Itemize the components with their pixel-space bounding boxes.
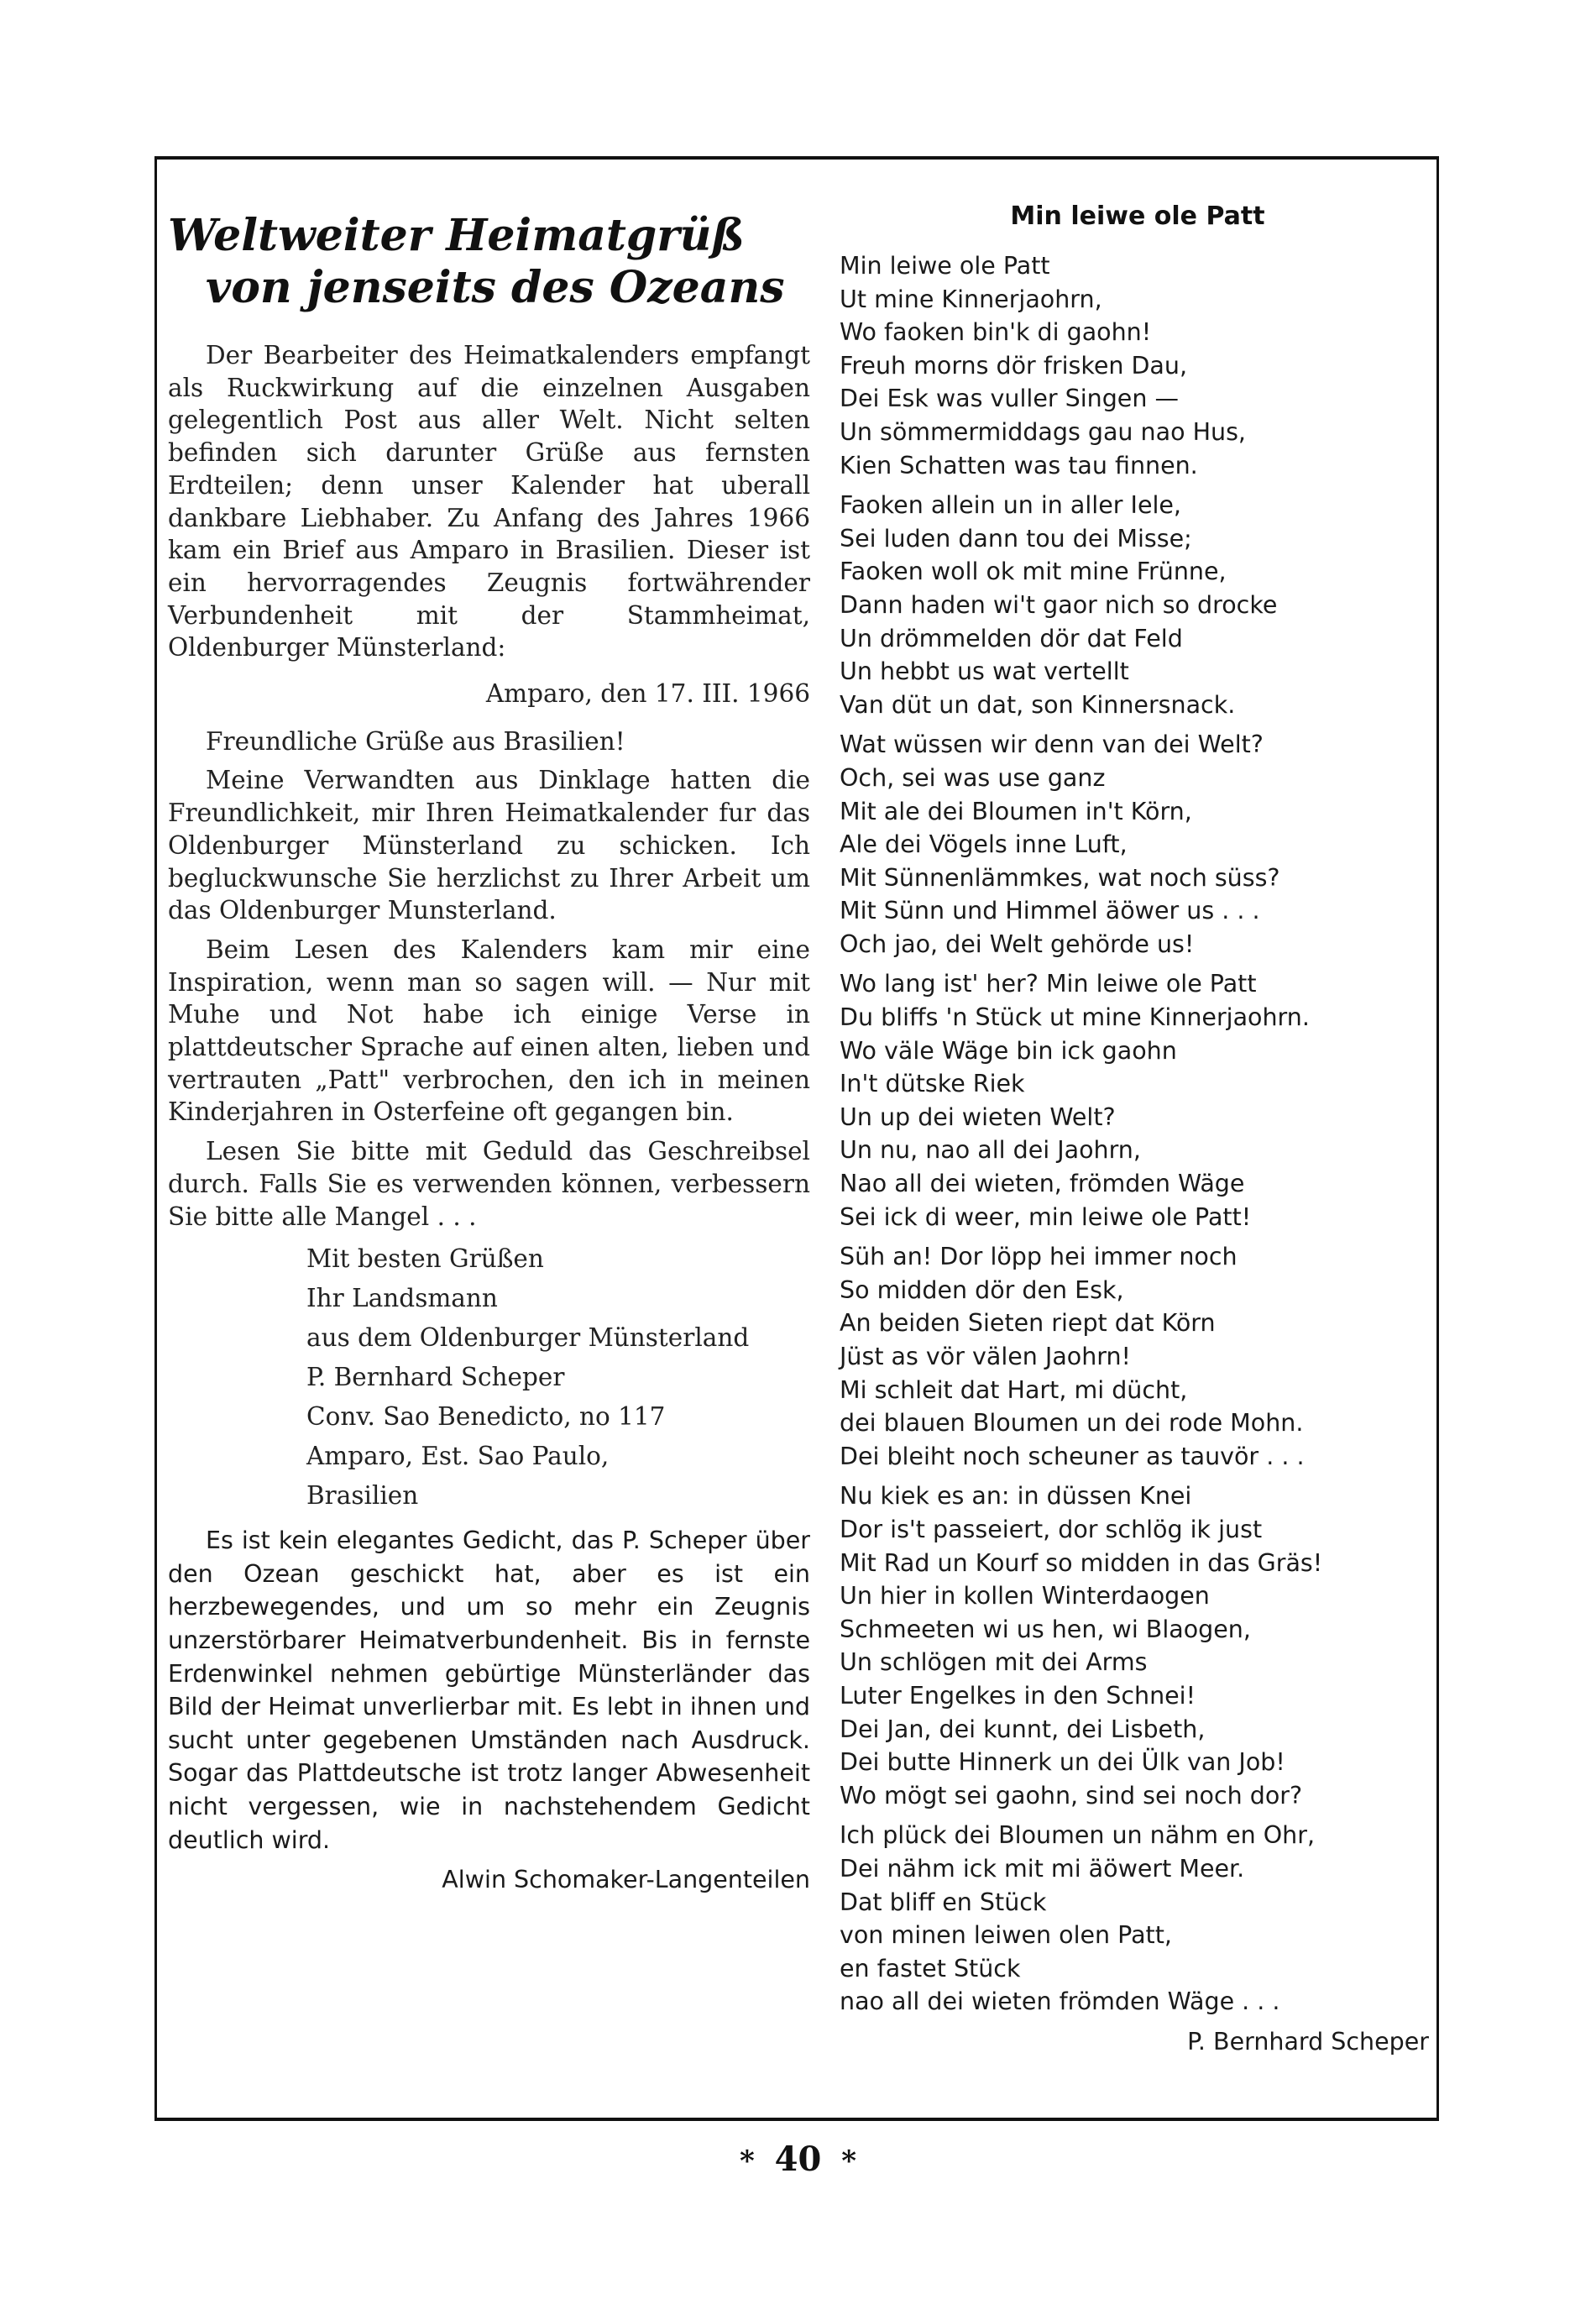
poem-stanza (840, 1240, 1436, 1473)
letter-paragraph-2: Beim Lesen des Kalenders kam mir eine Inspiration, wenn man so sagen will. — Nur mit Muhe und Not habe ich einige Verse in plattdeutscher Sprache auf einen alten, lieben und vertrauten „Patt" verbrochen, den ich in meinen Kinderjahren in Osterfeine oft gegangen bin. (168, 935, 810, 1127)
headline-line-2: von jenseits des Ozeans (206, 262, 785, 313)
poem-line: en fastet Stück (840, 1954, 1021, 1982)
poem-line: Dann haden wi't gaor nich so drocke (840, 590, 1278, 619)
poem-line: Dei bleiht noch scheuner as tauvör . . . (840, 1442, 1305, 1470)
poem-line: Un up dei wieten Welt? (840, 1102, 1116, 1131)
signature-line: P. Bernhard Scheper (306, 1363, 565, 1392)
poem-line: Dei Esk was vuller Singen — (840, 385, 1179, 413)
poem-title: Min leiwe ole Patt (1010, 202, 1265, 231)
poem-line: Du bliffs 'n Stück ut mine Kinnerjaohrn. (840, 1003, 1310, 1032)
signature-line: aus dem Oldenburger Münsterland (306, 1323, 750, 1353)
poem-line: Sei luden dann tou dei Misse; (840, 524, 1192, 553)
closing-paragraph: Es ist kein elegantes Gedicht, das P. Scheper über den Ozean geschickt hat, aber es ist ein herzbewegendes, und um so mehr ein Zeugnis unzerstörbarer Heimatverbundenheit. Bis in fernste Erdenwinkel nehmen gebürtige Münsterländer das Bild der Heimat unverlierbar mit. Es lebt in ihnen und sucht unter gegebenen Umständen nach Ausdruck. Sogar das Plattdeutsche ist trotz langer Abwesenheit nicht vergessen, wie in nachstehendem Gedicht deutlich wird. (168, 1527, 810, 1854)
poem-line: Mit Sünn und Himmel äöwer us . . . (840, 897, 1260, 925)
letter-dateline: Amparo, den 17. III. 1966 (485, 679, 810, 709)
page-footer (0, 2139, 1596, 2179)
poem-line: Un hebbt us wat vertellt (840, 657, 1129, 686)
headline-line-1: Weltweiter Heimatgrüß (168, 210, 745, 261)
poem-line: Süh an! Dor löpp hei immer noch (840, 1243, 1238, 1271)
poem-line: In't dütske Riek (840, 1070, 1025, 1098)
poem-line: Min leiwe ole Patt (840, 252, 1050, 280)
poem-stanza (840, 249, 1436, 482)
poem-line: Ut mine Kinnerjaohrn, (840, 285, 1102, 313)
poem-line: Freuh morns dör frisken Dau, (840, 351, 1188, 380)
poem-stanza (840, 1819, 1436, 2019)
poem-line: Dor is't passeiert, dor schlög ik just (840, 1515, 1263, 1543)
poem-line: Wo väle Wäge bin ick gaohn (840, 1036, 1177, 1065)
poem-line: Un sömmermiddags gau nao Hus, (840, 417, 1246, 446)
poem-line: Mit Rad un Kourf so midden in das Gräs! (840, 1548, 1323, 1577)
poem-line: Wo mögt sei gaohn, sind sei noch dor? (840, 1781, 1303, 1809)
letter-signature (168, 1239, 810, 1516)
signature-line: Conv. Sao Benedicto, no 117 (306, 1402, 666, 1432)
article-headline (168, 210, 810, 314)
article-column (168, 210, 810, 1897)
poem-line: Wat wüssen wir denn van dei Welt? (840, 731, 1264, 759)
star-ornament-right: * (841, 2145, 857, 2178)
signature-line: Ihr Landsmann (306, 1284, 498, 1313)
poem-line: Dei nähm ick mit mi äöwert Meer. (840, 1854, 1245, 1883)
poem-line: Jüst as vör välen Jaohrn! (840, 1343, 1131, 1370)
poem-line: Nao all dei wieten, frömden Wäge (840, 1170, 1245, 1198)
poem-line: Faoken allein un in aller Iele, (840, 491, 1181, 520)
poem-line: Sei ick di weer, min leiwe ole Patt! (840, 1202, 1252, 1231)
poem-line: Dat bliff en Stück (840, 1888, 1047, 1916)
poem-line: Kien Schatten was tau finnen. (840, 451, 1198, 479)
signature-line: Mit besten Grüßen (306, 1244, 544, 1274)
poem-line: von minen leiwen olen Patt, (840, 1921, 1172, 1950)
poem-line: Ale dei Vögels inne Luft, (840, 830, 1128, 859)
poem-line: Wo faoken bin'k di gaohn! (840, 318, 1152, 347)
poem-line: Schmeeten wi us hen, wi Blaogen, (840, 1615, 1251, 1643)
poem-line: Van düt un dat, son Kinnersnack. (840, 690, 1236, 719)
poem-author: P. Bernhard Scheper (1187, 2027, 1429, 2056)
poem-stanza (840, 967, 1436, 1233)
poem-line: Och jao, dei Welt gehörde us! (840, 930, 1195, 958)
poem-stanza (840, 728, 1436, 961)
poem-body (840, 249, 1436, 2019)
poem-line: Mit ale dei Bloumen in't Körn, (840, 797, 1192, 825)
poem-line: Ich plück dei Bloumen un nähm en Ohr, (840, 1821, 1316, 1850)
poem-line: Dei Jan, dei kunnt, dei Lisbeth, (840, 1715, 1206, 1743)
poem-line: Un drömmelden dör dat Feld (840, 624, 1183, 652)
signature-line: Amparo, Est. Sao Paulo, (306, 1442, 610, 1471)
letter-paragraph-3: Lesen Sie bitte mit Geduld das Geschreibsel durch. Falls Sie es verwenden können, verbessern Sie bitte alle Mangel . . . (168, 1137, 810, 1231)
poem-line: Un schlögen mit dei Arms (840, 1648, 1148, 1677)
poem-line: So midden dör den Esk, (840, 1275, 1124, 1304)
letter-paragraph-1: Meine Verwandten aus Dinklage hatten die Freundlichkeit, mir Ihren Heimatkalender fur das Oldenburger Münsterland zu schicken. Ich begluckwunsche Sie herzlichst zu Ihrer Arbeit um das Oldenburger Munsterland. (168, 766, 810, 925)
poem-line: dei blauen Bloumen un dei rode Mohn. (840, 1409, 1304, 1438)
poem-line: Mi schleit dat Hart, mi dücht, (840, 1375, 1188, 1404)
page-number: 40 (774, 2139, 822, 2179)
poem-line: Un nu, nao all dei Jaohrn, (840, 1136, 1141, 1165)
signature-line: Brasilien (306, 1481, 419, 1511)
poem-line: Un hier in kollen Winterdaogen (840, 1582, 1210, 1610)
poem-line: Dei butte Hinnerk un dei Ülk van Job! (840, 1748, 1285, 1777)
letter-greeting: Freundliche Grüße aus Brasilien! (206, 726, 625, 756)
poem-line: An beiden Sieten riept dat Körn (840, 1309, 1216, 1338)
poem-stanza (840, 1479, 1436, 1812)
poem-line: Luter Engelkes in den Schnei! (840, 1681, 1196, 1710)
poem-line: Faoken woll ok mit mine Frünne, (840, 558, 1227, 586)
poem-line: Wo lang ist' her? Min leiwe ole Patt (840, 970, 1257, 998)
poem-stanza (840, 489, 1436, 721)
poem-line: nao all dei wieten frömden Wäge . . . (840, 1987, 1280, 2016)
intro-paragraph: Der Bearbeiter des Heimatkalenders empfangt als Ruckwirkung auf die einzelnen Ausgaben gelegentlich Post aus aller Welt. Nicht selten befinden sich darunter Grüße aus fernsten Erdteilen; denn unser Kalender hat uberall dankbare Liebhaber. Zu Anfang des Jahres 1966 kam ein Brief aus Amparo in Brasilien. Dieser ist ein hervorragendes Zeugnis fortwährender Verbundenheit mit der Stammheimat, Oldenburger Münsterland: (168, 341, 810, 662)
poem-line: Nu kiek es an: in düssen Knei (840, 1482, 1192, 1511)
poem-line: Och, sei was use ganz (840, 763, 1106, 792)
article-author: Alwin Schomaker-Langenteilen (442, 1866, 810, 1894)
star-ornament-left: * (739, 2145, 755, 2178)
poem-column (840, 202, 1436, 2059)
poem-line: Mit Sünnenlämmkes, wat noch süss? (840, 863, 1280, 892)
